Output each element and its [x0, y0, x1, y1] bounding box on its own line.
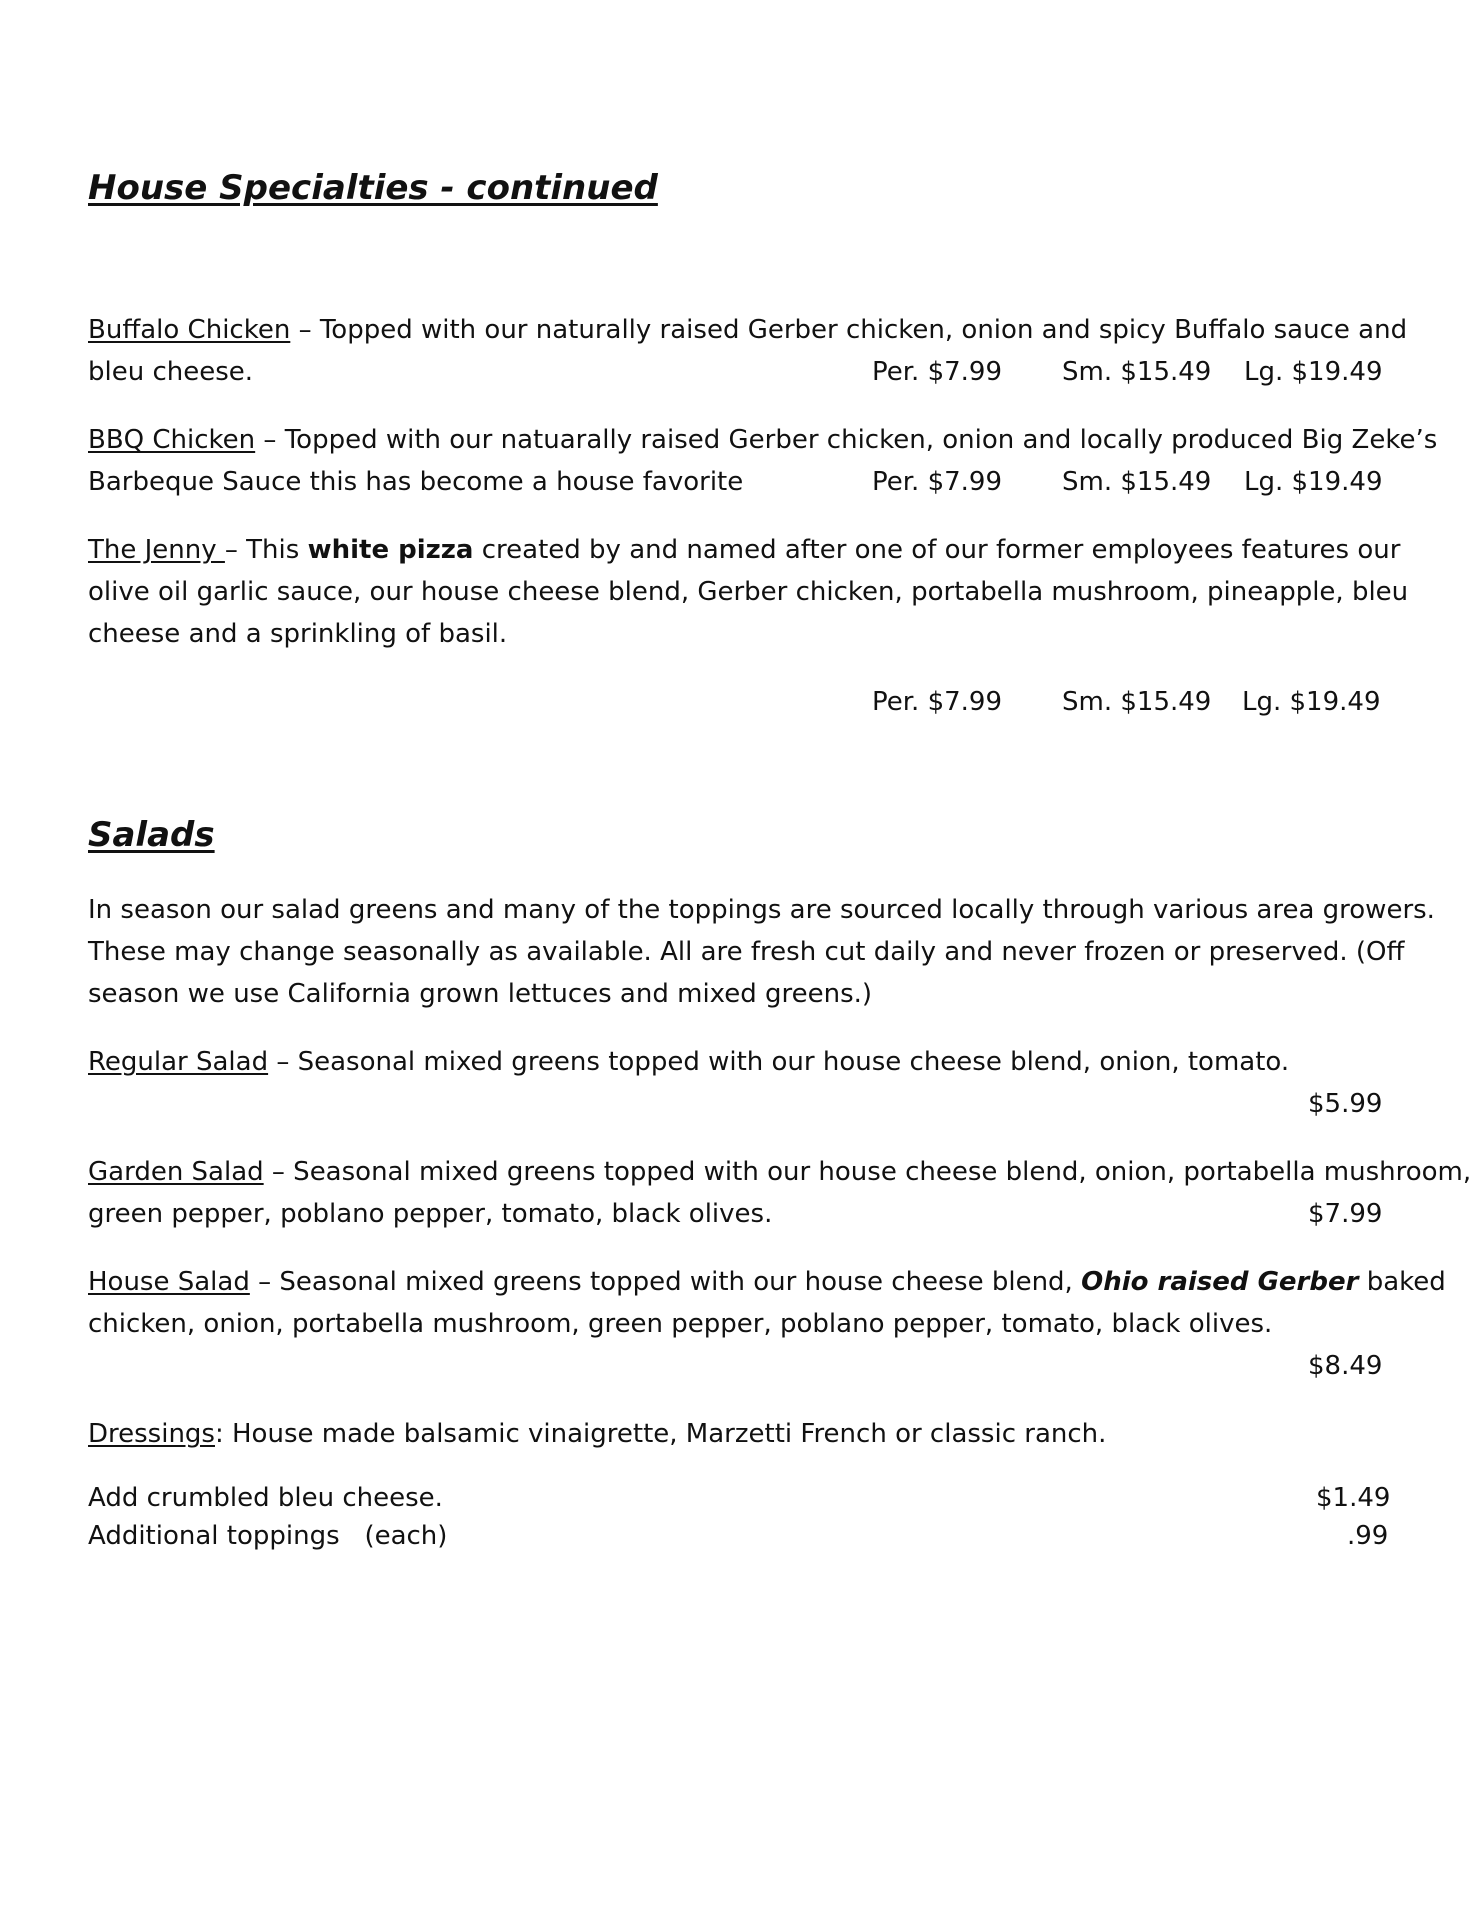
house-salad-price: $8.49	[1308, 1351, 1383, 1381]
dressings-label: Dressings	[88, 1419, 215, 1449]
dressings-line	[88, 1417, 1106, 1451]
jenny-desc-3: cheese and a sprinkling of basil.	[88, 619, 508, 649]
extra-toppings-label: Additional toppings (each)	[88, 1521, 448, 1551]
house-salad-name: House Salad	[88, 1267, 250, 1297]
jenny-desc-1a: – This	[224, 535, 308, 565]
jenny-desc-1b: created by and named after one of our former employees features our	[473, 535, 1401, 565]
jenny-line-1	[88, 533, 1400, 567]
dressings-text: : House made balsamic vinaigrette, Marzetti French or classic ranch.	[214, 1419, 1107, 1449]
bbq-chicken-name: BBQ Chicken	[88, 425, 256, 455]
jenny-desc-2: olive oil garlic sauce, our house cheese blend, Gerber chicken, portabella mushroom, pineapple, bleu	[88, 577, 1409, 607]
bbq-chicken-price-lg: Lg. $19.49	[1244, 467, 1383, 497]
jenny-desc-bold: white pizza	[307, 535, 474, 565]
buffalo-chicken-price-lg: Lg. $19.49	[1244, 357, 1383, 387]
jenny-price-per: Per. $7.99	[872, 687, 1003, 717]
buffalo-chicken-desc-2: bleu cheese.	[88, 357, 254, 387]
salads-intro-3: season we use California grown lettuces and mixed greens.)	[88, 979, 873, 1009]
extra-bleu-cheese-label: Add crumbled bleu cheese.	[88, 1483, 443, 1513]
buffalo-chicken-name: Buffalo Chicken	[88, 315, 291, 345]
regular-salad-price: $5.99	[1308, 1089, 1383, 1119]
house-specialties-heading: House Specialties - continued	[88, 168, 658, 208]
bbq-chicken-price-per: Per. $7.99	[872, 467, 1003, 497]
house-salad-desc-bold: Ohio raised Gerber	[1081, 1267, 1359, 1297]
regular-salad-desc: – Seasonal mixed greens topped with our house cheese blend, onion, tomato.	[268, 1047, 1290, 1077]
extra-toppings-price: .99	[1347, 1521, 1389, 1551]
bbq-chicken-desc-2: Barbeque Sauce this has become a house favorite	[88, 467, 744, 497]
house-salad-desc-2: chicken, onion, portabella mushroom, green pepper, poblano pepper, tomato, black olives.	[88, 1309, 1273, 1339]
garden-salad-line-1	[88, 1155, 1471, 1189]
bbq-chicken-line-1	[88, 423, 1437, 457]
jenny-name: The Jenny	[88, 535, 225, 565]
bbq-chicken-desc-1: – Topped with our natuarally raised Gerber chicken, onion and locally produced Big Zeke’s	[255, 425, 1438, 455]
jenny-price-sm: Sm. $15.49	[1062, 687, 1212, 717]
salads-intro-1: In season our salad greens and many of the toppings are sourced locally through various area growers.	[88, 895, 1435, 925]
regular-salad-name: Regular Salad	[88, 1047, 269, 1077]
bbq-chicken-price-sm: Sm. $15.49	[1062, 467, 1212, 497]
buffalo-chicken-desc-1: – Topped with our naturally raised Gerber chicken, onion and spicy Buffalo sauce and	[290, 315, 1408, 345]
house-salad-line-1	[88, 1265, 1446, 1299]
salads-heading: Salads	[88, 815, 215, 855]
regular-salad-line-1	[88, 1045, 1289, 1079]
garden-salad-desc-1: – Seasonal mixed greens topped with our house cheese blend, onion, portabella mushroom,	[263, 1157, 1472, 1187]
garden-salad-desc-2: green pepper, poblano pepper, tomato, black olives.	[88, 1199, 773, 1229]
extra-bleu-cheese-price: $1.49	[1316, 1483, 1391, 1513]
house-salad-desc-1b: baked	[1358, 1267, 1446, 1297]
garden-salad-price: $7.99	[1308, 1199, 1383, 1229]
jenny-price-lg: Lg. $19.49	[1242, 687, 1381, 717]
house-salad-desc-1a: – Seasonal mixed greens topped with our house cheese blend,	[249, 1267, 1082, 1297]
buffalo-chicken-line-1	[88, 313, 1407, 347]
buffalo-chicken-price-per: Per. $7.99	[872, 357, 1003, 387]
buffalo-chicken-price-sm: Sm. $15.49	[1062, 357, 1212, 387]
salads-intro-2: These may change seasonally as available. All are fresh cut daily and never frozen or preserved. (Off	[88, 937, 1405, 967]
garden-salad-name: Garden Salad	[88, 1157, 264, 1187]
